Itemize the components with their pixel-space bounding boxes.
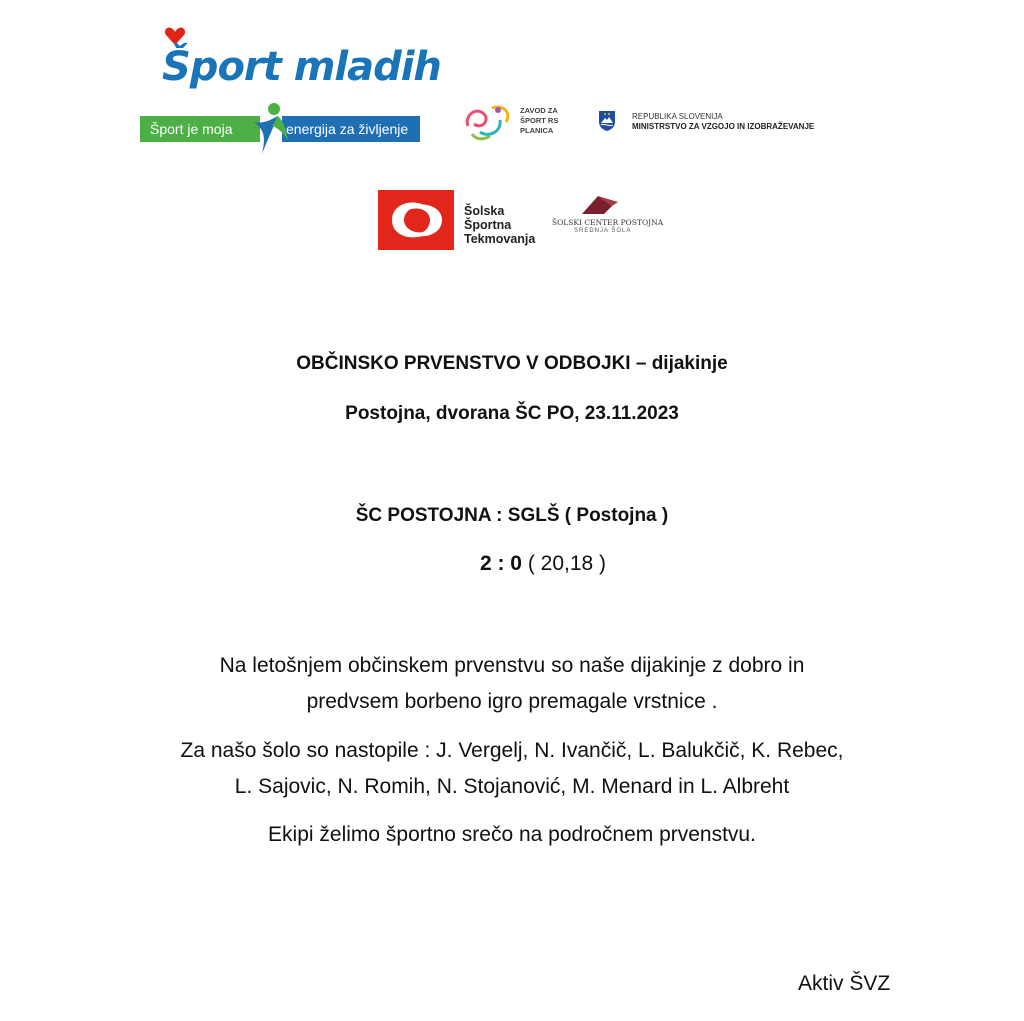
document-subtitle: Postojna, dvorana ŠC PO, 23.11.2023 <box>345 403 679 424</box>
zavod-za-sport-logo <box>462 102 572 142</box>
sst-swirl-icon <box>378 190 454 250</box>
solski-center-postojna-logo <box>552 192 664 240</box>
sst-line1: Šolska <box>464 204 505 218</box>
paragraph-wishes: Ekipi želimo športno srečo na področnem prvenstvu. <box>268 823 756 846</box>
republika-line2: MINISTRSTVO ZA VZGOJO IN IZOBRAŽEVANJE <box>632 122 815 131</box>
score-sets: ( 20,18 ) <box>521 552 607 575</box>
paragraph-players-line1: Za našo šolo so nastopile : J. Vergelj, N. Ivančič, L. Balukčič, K. Rebec, <box>180 739 844 762</box>
paragraph-players <box>0 733 1024 805</box>
republika-slovenija-logo <box>598 110 818 136</box>
zavod-swirl-icon <box>462 102 514 142</box>
sport-mladih-logo <box>140 26 441 156</box>
signature: Aktiv ŠVZ <box>798 972 891 995</box>
zavod-line1: ZAVOD ZA <box>520 106 558 115</box>
zavod-text <box>520 106 558 136</box>
scp-line2: SREDNJA ŠOLA <box>574 228 632 234</box>
sport-mladih-bar-right: energija za življenje <box>282 116 420 142</box>
paragraph-players-line2: L. Sajovic, N. Romih, N. Stojanović, M. Menard in L. Albreht <box>234 775 790 798</box>
scp-roof-icon <box>552 192 647 218</box>
solska-sportna-tekmovanja-logo <box>378 190 558 254</box>
sport-mladih-bar-left: Šport je moja <box>140 116 260 142</box>
match-line: ŠC POSTOJNA : SGLŠ ( Postojna ) <box>355 505 669 526</box>
sst-line2: Športna <box>464 218 512 232</box>
coat-of-arms-icon <box>598 110 616 132</box>
sst-text <box>464 204 535 246</box>
sport-mladih-title: Šport mladih <box>162 44 441 90</box>
paragraph-result-line2: predvsem borbeno igro premagale vrstnice . <box>306 690 718 713</box>
paragraph-result <box>0 648 1024 720</box>
athlete-figure-icon <box>248 102 290 156</box>
document-title: OBČINSKO PRVENSTVO V ODBOJKI – dijakinje <box>296 353 728 374</box>
sst-line3: Tekmovanja <box>464 232 536 246</box>
scp-line1: ŠOLSKI CENTER POSTOJNA <box>552 218 664 227</box>
heart-icon <box>164 26 186 46</box>
republika-line1: REPUBLIKA SLOVENIJA <box>632 112 723 121</box>
zavod-line2: ŠPORT RS <box>520 116 559 125</box>
paragraph-result-line1: Na letošnjem občinskem prvenstvu so naše dijakinje z dobro in <box>219 654 805 677</box>
score-line <box>0 552 1024 576</box>
zavod-line3: PLANICA <box>520 126 554 135</box>
score-main: 2 : 0 <box>479 552 522 575</box>
